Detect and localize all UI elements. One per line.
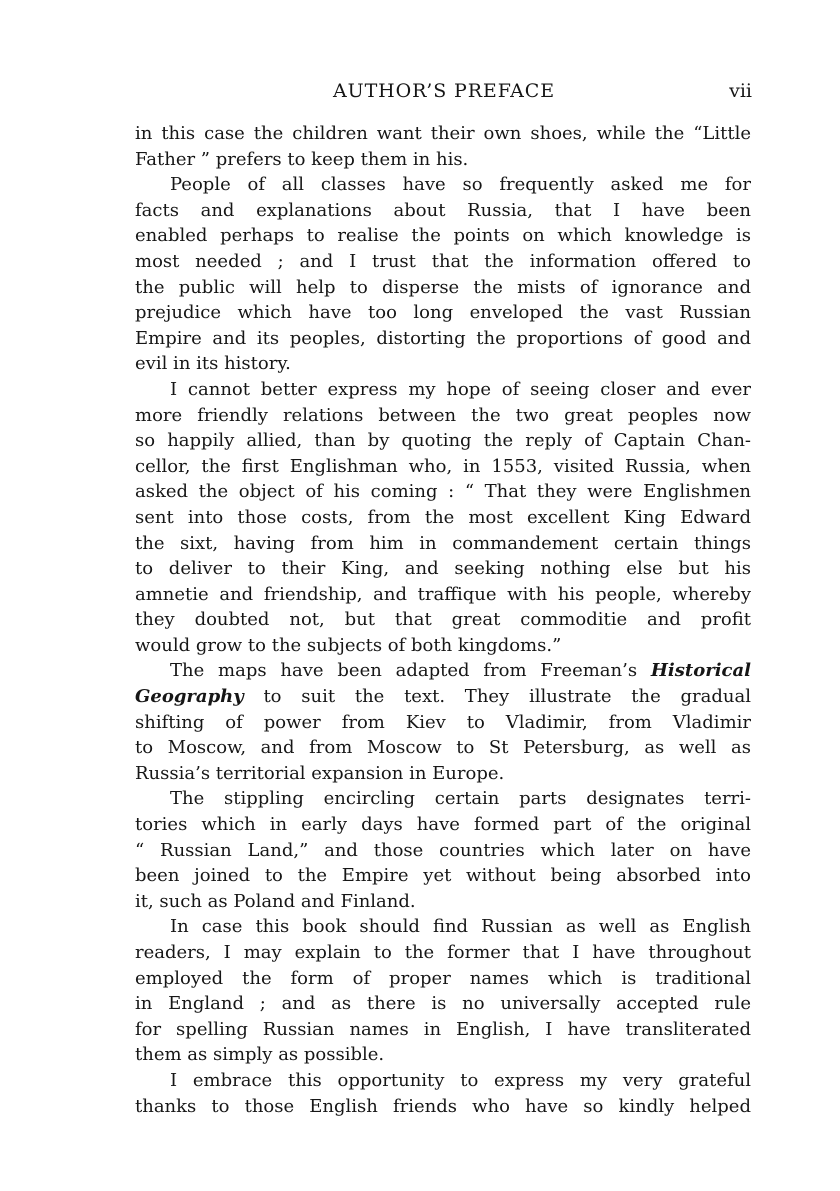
italic-title: Geography — [135, 686, 244, 708]
text-line: shifting of power from Kiev to Vladimir, from Vladimir — [135, 711, 751, 733]
text-line: in England ; and as there is no universally accepted rule — [135, 993, 751, 1015]
text-line: The stippling encircling certain parts designates terri- — [170, 788, 751, 810]
text-line: so happily allied, than by quoting the reply of Captain Chan- — [135, 430, 751, 452]
text-line: tories which in early days have formed part of the original — [135, 814, 751, 836]
text-line: enabled perhaps to realise the points on which knowledge is — [135, 225, 751, 247]
text-line: prejudice which have too long enveloped the vast Russian — [135, 302, 751, 324]
running-title: AUTHOR’S PREFACE — [333, 80, 555, 102]
text-line: Father ” prefers to keep them in his. — [135, 148, 469, 170]
text-line: for spelling Russian names in English, I have transliterated — [135, 1018, 751, 1040]
text-line: they doubted not, but that great commoditie and profit — [135, 609, 751, 631]
text-line: most needed ; and I trust that the information offered to — [135, 250, 751, 272]
text-line: In case this book should find Russian as well as English — [170, 916, 751, 938]
text-line: would grow to the subjects of both kingdoms.” — [135, 634, 562, 656]
text-line: been joined to the Empire yet without being absorbed into — [135, 865, 751, 887]
text-line: asked the object of his coming : “ That they were Englishmen — [135, 481, 751, 503]
page-header — [136, 76, 752, 106]
italic-title: Historical — [650, 660, 751, 682]
text-line: Russia’s territorial expansion in Europe. — [135, 762, 505, 784]
text-line: readers, I may explain to the former that I have throughout — [135, 942, 751, 963]
text-line: sent into those costs, from the most excellent King Edward — [135, 506, 751, 528]
text-line: the public will help to disperse the mists of ignorance and — [135, 276, 751, 298]
text-run: The maps have been adapted from Freeman’s — [170, 660, 638, 682]
text-line — [135, 658, 751, 684]
text-run: to suit the text. They illustrate the gradual — [263, 686, 751, 708]
text-line: I embrace this opportunity to express my very grateful — [170, 1069, 751, 1091]
page-number: vii — [729, 80, 752, 102]
text-line: I cannot better express my hope of seeing closer and ever — [170, 378, 751, 400]
text-line: “ Russian Land,” and those countries which later on have — [135, 839, 751, 861]
text-line: the sixt, having from him in commandement certain things — [135, 532, 751, 554]
text-line — [135, 684, 751, 710]
text-line: to Moscow, and from Moscow to St Petersburg, as well as — [135, 737, 751, 759]
text-line: facts and explanations about Russia, that I have been — [135, 199, 751, 221]
text-line: more friendly relations between the two great peoples now — [135, 404, 751, 426]
text-line: People of all classes have so frequently asked me for — [170, 174, 751, 196]
preface-text — [135, 121, 751, 1119]
text-line: cellor, the first Englishman who, in 1553, visited Russia, when — [135, 455, 751, 477]
text-line: Empire and its peoples, distorting the proportions of good and — [135, 327, 751, 349]
text-line: amnetie and friendship, and traffique with his people, whereby — [135, 583, 751, 605]
text-line: evil in its history. — [135, 353, 291, 375]
text-line: in this case the children want their own shoes, while the “Little — [135, 123, 751, 144]
text-line: them as simply as possible. — [135, 1044, 385, 1066]
text-line: thanks to those English friends who have so kindly helped — [135, 1095, 751, 1117]
text-line: to deliver to their King, and seeking nothing else but his — [135, 558, 751, 580]
text-line: it, such as Poland and Finland. — [135, 890, 416, 912]
text-line: employed the form of proper names which is traditional — [135, 967, 751, 989]
